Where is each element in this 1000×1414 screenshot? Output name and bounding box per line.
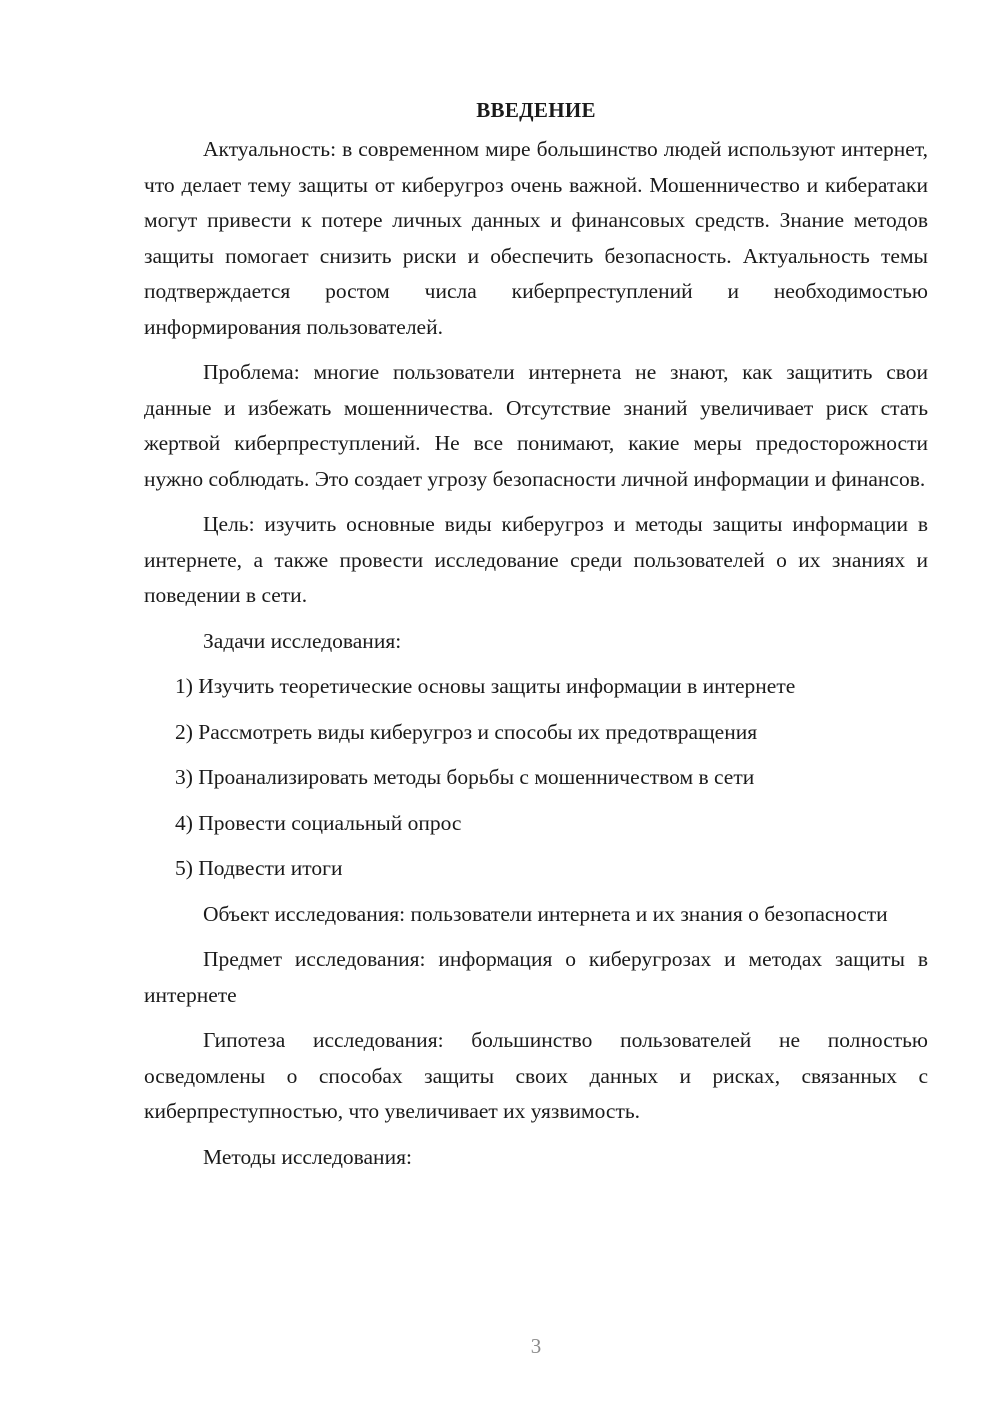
relevance-paragraph: Актуальность: в современном мире большинство людей используют интернет, что делает тему защиты от киберугроз очень важной. Мошенничество и кибератаки могут привести к потере личных данных и финансовых средств. Знание методов защиты помогает снизить риски и обеспечить безопасность. Актуальность темы подтверждается ростом числа киберпреступлений и необходимостью информирования пользователей. bbox=[144, 137, 928, 339]
subject-paragraph: Предмет исследования: информация о киберугрозах и методах защиты в интернете bbox=[144, 947, 928, 1007]
goal-paragraph: Цель: изучить основные виды киберугроз и методы защиты информации в интернете, а также провести исследование среди пользователей о их знаниях и поведении в сети. bbox=[144, 512, 928, 607]
page-number: 3 bbox=[530, 1334, 542, 1358]
section-title: ВВЕДЕНИЕ bbox=[476, 98, 596, 122]
methods-heading: Методы исследования: bbox=[203, 1144, 412, 1169]
hypothesis-paragraph: Гипотеза исследования: большинство пользователей не полностью осведомлены о способах защиты своих данных и рисках, связанных с киберпреступностью, что увеличивает их уязвимость. bbox=[144, 1028, 928, 1123]
task-item: 3) Проанализировать методы борьбы с мошенничеством в сети bbox=[175, 765, 755, 789]
task-item: 4) Провести социальный опрос bbox=[175, 810, 462, 835]
problem-paragraph: Проблема: многие пользователи интернета не знают, как защитить свои данные и избежать мошенничества. Отсутствие знаний увеличивает риск стать жертвой киберпреступлений. Не все понимают, какие меры предосторожности нужно соблюдать. Это создает угрозу безопасности личной информации и финансов. bbox=[144, 360, 928, 491]
tasks-list bbox=[144, 669, 928, 887]
task-item: 2) Рассмотреть виды киберугроз и способы их предотвращения bbox=[175, 719, 758, 744]
task-item: 1) Изучить теоретические основы защиты информации в интернете bbox=[175, 674, 796, 698]
document-page bbox=[144, 92, 928, 1185]
tasks-heading: Задачи исследования: bbox=[203, 628, 402, 653]
task-item: 5) Подвести итоги bbox=[175, 856, 343, 880]
object-paragraph: Объект исследования: пользователи интернета и их знания о безопасности bbox=[203, 901, 888, 926]
